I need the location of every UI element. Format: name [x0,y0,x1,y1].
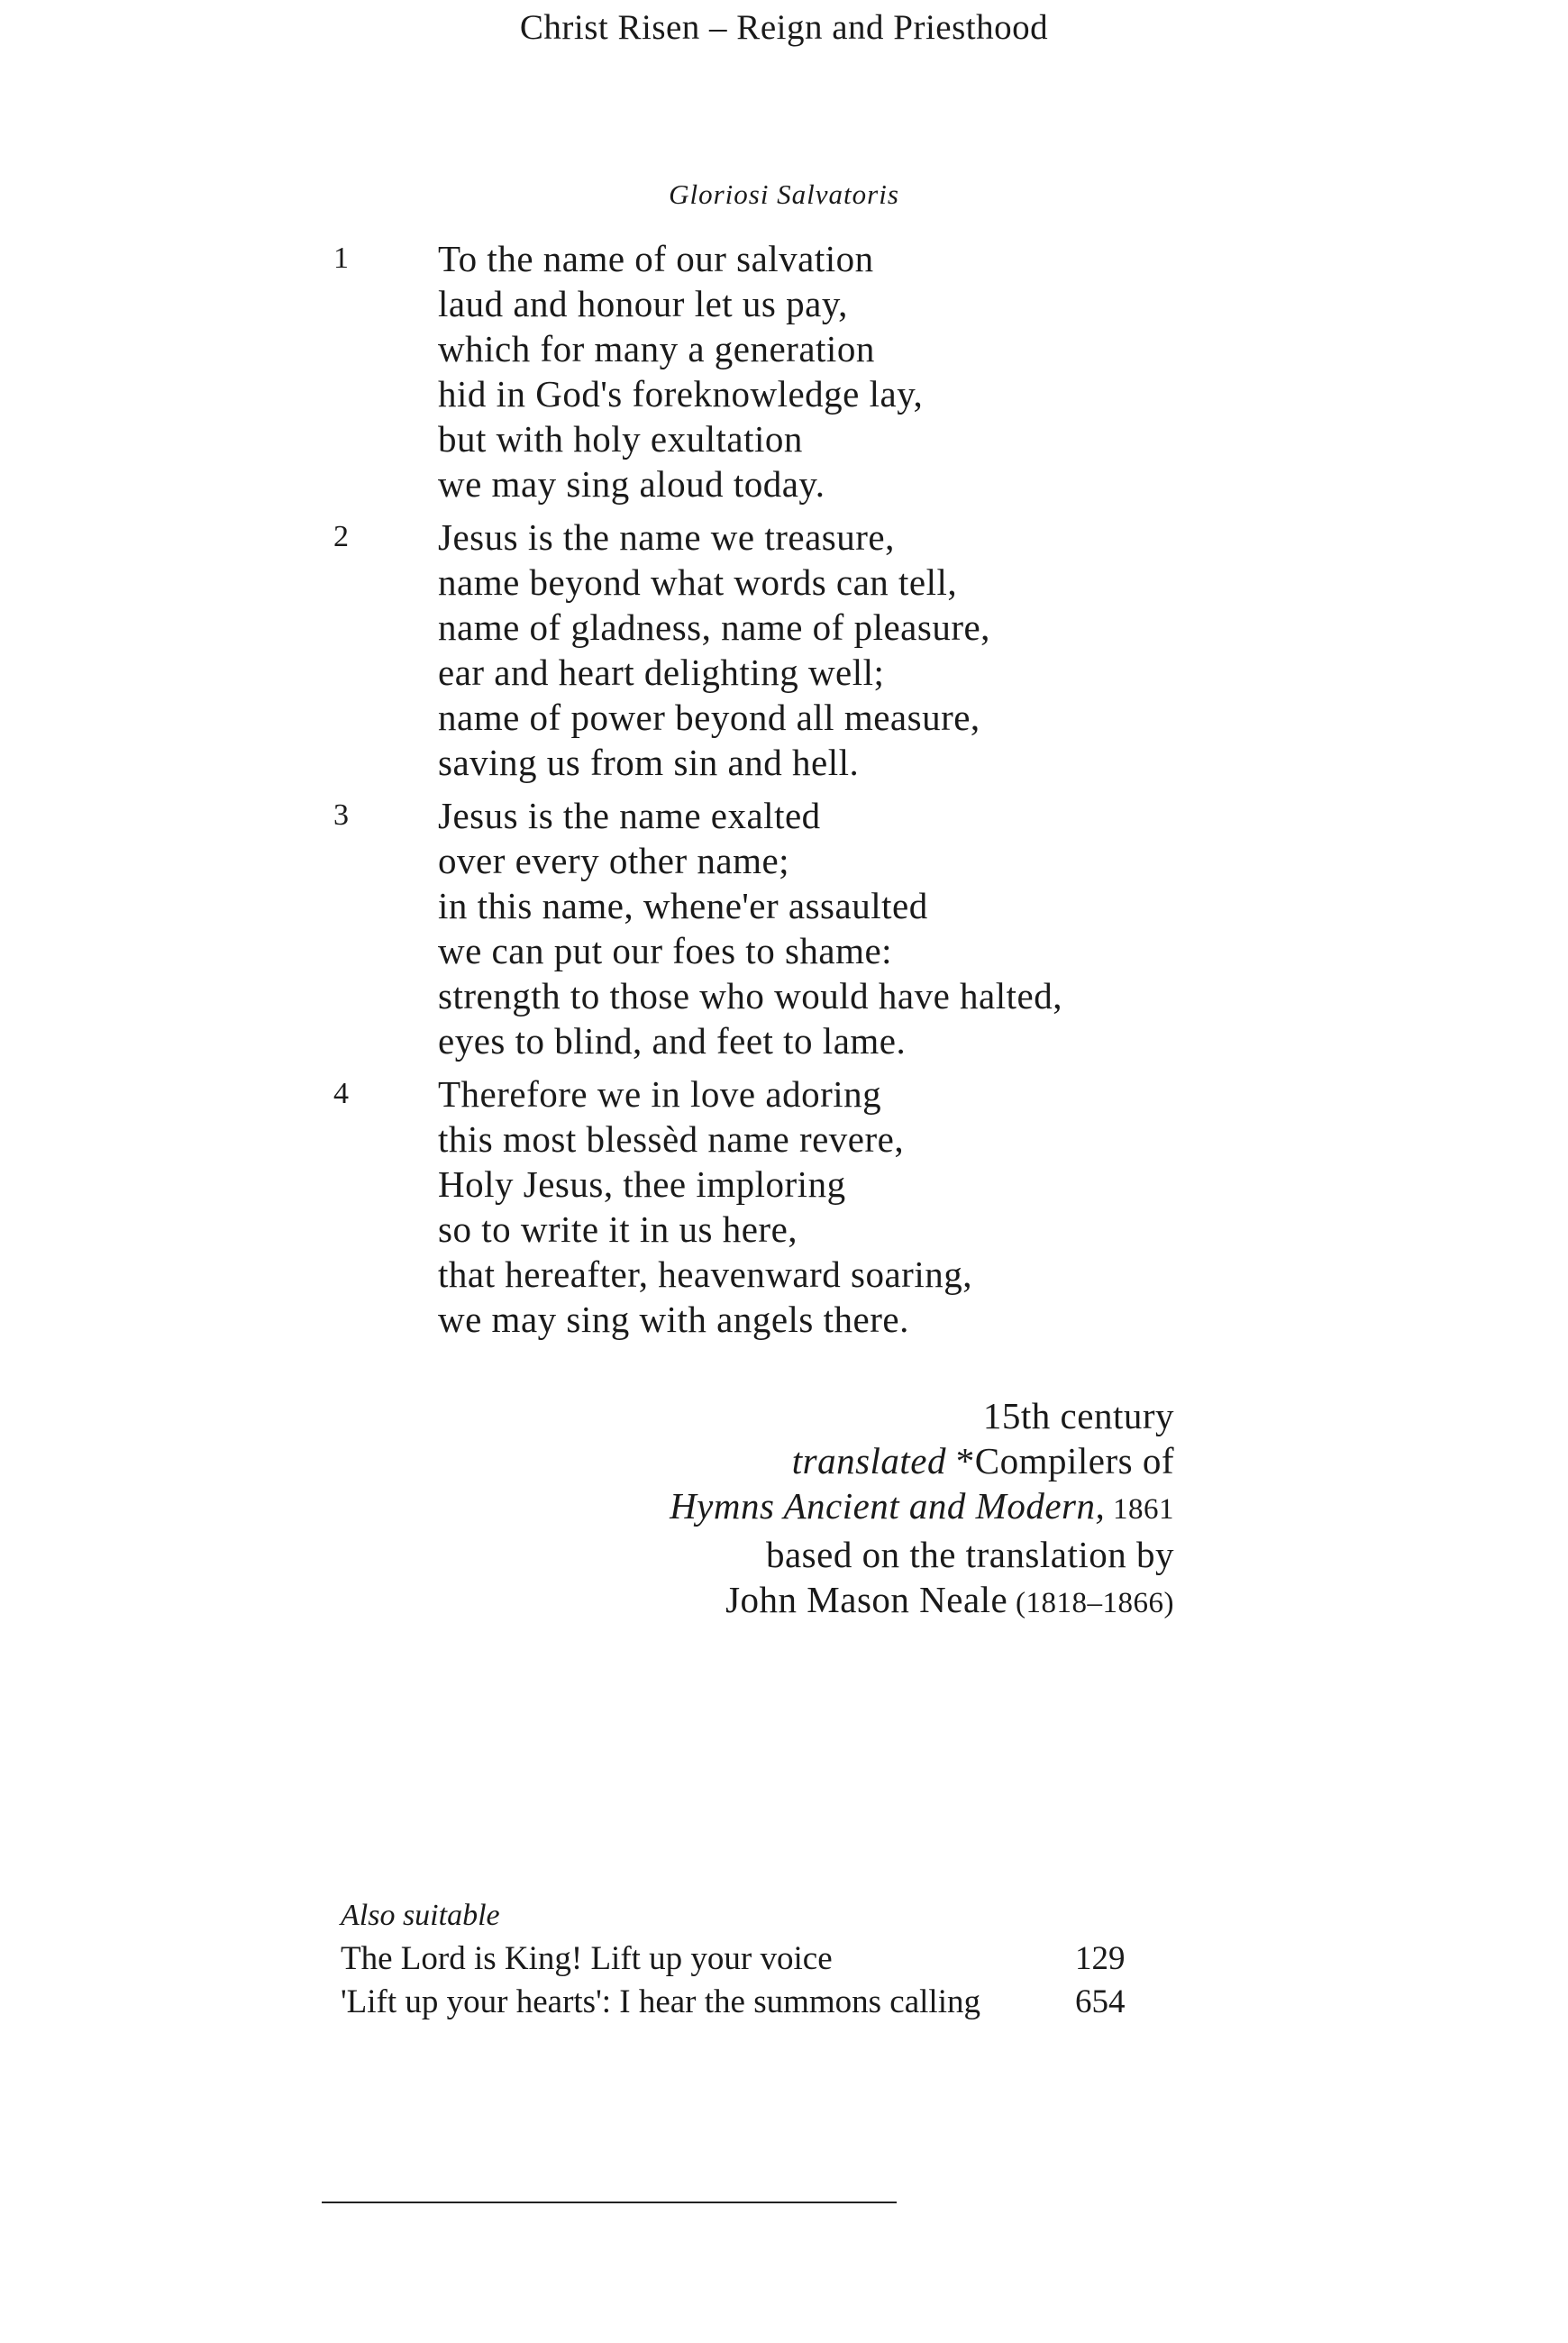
also-suitable-title: 'Lift up your hearts': I hear the summons calling [341,1983,980,2020]
verse-line: we may sing with angels there. [438,1299,909,1340]
verse-line: name of gladness, name of pleasure, [438,606,990,648]
attribution-book-title: Hymns Ancient and Modern, [670,1485,1106,1527]
running-head: Christ Risen – Reign and Priesthood [519,8,1049,47]
verse-4 [333,1071,1325,1342]
verse-line: To the name of our salvation [438,238,874,279]
attribution-author-name: John Mason Neale [725,1579,1008,1620]
also-suitable-item [341,1937,1152,1981]
verse-line: laud and honour let us pay, [438,283,848,324]
verse-line: so to write it in us here, [438,1208,798,1250]
also-suitable-section [341,1894,1152,2024]
verse-lines [438,236,1325,506]
attribution-book-year: 1861 [1105,1493,1174,1526]
verse-line: Jesus is the name we treasure, [438,516,895,558]
hymn-latin-title: Gloriosi Salvatoris [669,178,899,210]
verse-line: Holy Jesus, thee imploring [438,1163,846,1205]
footer-rule [322,2202,897,2203]
also-suitable-number: 654 [1075,1983,1126,2020]
verse-line: over every other name; [438,840,790,881]
verse-lines [438,793,1325,1063]
also-suitable-title: The Lord is King! Lift up your voice [341,1940,833,1977]
verse-line: ear and heart delighting well; [438,652,885,693]
verse-lines [438,515,1325,785]
verse-line: hid in God's foreknowledge lay, [438,373,924,415]
verse-line: name beyond what words can tell, [438,561,958,603]
verse-number: 4 [333,1077,349,1110]
verse-line: that hereafter, heavenward soaring, [438,1254,972,1295]
attribution-author-dates: (1818–1866) [1007,1587,1174,1619]
verse-line: but with holy exultation [438,418,803,460]
verse-line: in this name, whene'er assaulted [438,885,928,926]
verse-line: saving us from sin and hell. [438,742,860,783]
also-suitable-heading: Also suitable [341,1899,500,1932]
verse-line: name of power beyond all measure, [438,697,980,738]
attribution-based-on: based on the translation by [765,1534,1174,1575]
verse-line: we may sing aloud today. [438,463,825,505]
verse-line: strength to those who would have halted, [438,975,1062,1017]
verse-2 [333,515,1325,785]
attribution-translated-word: translated [791,1440,947,1481]
attribution-century: 15th century [982,1395,1174,1436]
verse-line: Therefore we in love adoring [438,1073,882,1115]
verse-line: we can put our foes to shame: [438,930,893,971]
attribution-source-book [453,1483,1174,1532]
hymn-verses [333,236,1325,1350]
verse-number: 2 [333,520,349,553]
verse-line: Jesus is the name exalted [438,795,821,836]
attribution-compilers: *Compilers of [946,1440,1174,1481]
verse-lines [438,1071,1325,1342]
verse-line: this most blessèd name revere, [438,1118,905,1160]
also-suitable-item [341,1981,1152,2024]
verse-number: 1 [333,242,349,275]
verse-line: which for many a generation [438,328,875,369]
attribution-translator [453,1438,1174,1483]
verse-1 [333,236,1325,506]
verse-number: 3 [333,798,349,832]
hymn-attribution [453,1393,1174,1626]
verse-line: eyes to blind, and feet to lame. [438,1020,907,1062]
also-suitable-number: 129 [1075,1940,1126,1977]
attribution-author [453,1577,1174,1626]
verse-3 [333,793,1325,1063]
